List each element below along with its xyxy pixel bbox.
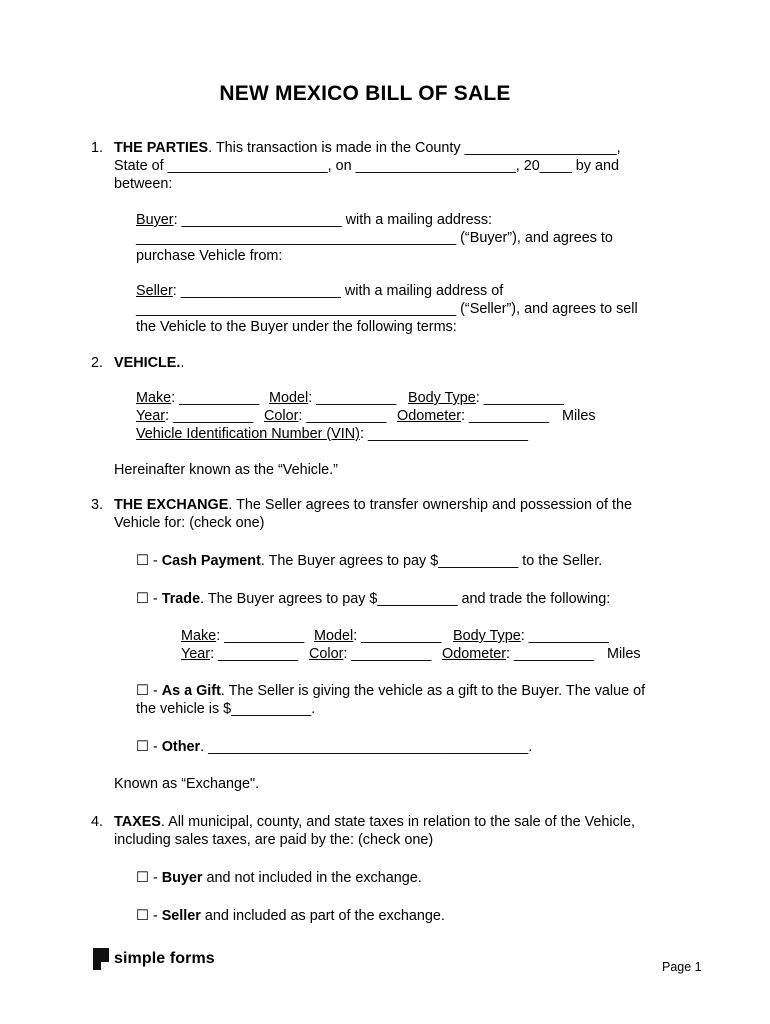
tax-buyer-label: Buyer <box>161 870 203 886</box>
option-cash-payment <box>136 552 602 570</box>
trade-body-type <box>453 627 609 645</box>
trade-miles: Miles <box>607 646 641 662</box>
document-logo-icon <box>93 948 109 970</box>
gift-text: . The Seller is giving the vehicle as a gift to the Buyer. The value of <box>220 683 646 699</box>
section-1-line-3: between: <box>114 176 173 192</box>
checkbox-icon[interactable]: ☐ - <box>136 591 162 607</box>
tax-buyer-text: and not included in the exchange. <box>202 870 422 886</box>
trade-odometer-label: Odometer <box>442 646 506 662</box>
seller-line-2: ________________________________________ (“Seller”), and agrees to sell <box>136 301 638 317</box>
trade-year-label: Year <box>181 646 211 662</box>
section-4-text: . All municipal, county, and state taxes in relation to the sale of the Vehicle, <box>160 814 636 830</box>
vehicle-year <box>136 407 253 425</box>
vehicle-color <box>264 407 386 425</box>
cash-label: Cash Payment <box>161 553 261 569</box>
document-title: NEW MEXICO BILL OF SALE <box>219 82 511 105</box>
trade-body-type-label: Body Type <box>453 628 521 644</box>
option-trade <box>136 590 610 608</box>
buyer-label: Buyer <box>136 212 174 228</box>
vehicle-model <box>269 389 396 407</box>
trade-color-label: Color <box>309 646 344 662</box>
exchange-known-as: Known as “Exchange". <box>114 776 260 792</box>
section-1-number: 1. <box>91 140 104 156</box>
other-label: Other <box>161 739 201 755</box>
vehicle-miles: Miles <box>562 408 596 424</box>
vin-label: Vehicle Identification Number (VIN) <box>136 426 360 442</box>
vehicle-vin <box>136 425 528 443</box>
tax-seller-text: and included as part of the exchange. <box>200 908 445 924</box>
year-blank: : __________ <box>165 408 254 424</box>
page-number: Page 1 <box>662 960 702 974</box>
section-2-number: 2. <box>91 355 104 371</box>
logo-text: simple forms <box>114 950 215 967</box>
option-tax-seller <box>136 907 445 925</box>
trade-make <box>181 627 304 645</box>
checkbox-icon[interactable]: ☐ - <box>136 553 162 569</box>
body-type-blank: : __________ <box>475 390 564 406</box>
section-3-number: 3. <box>91 497 104 513</box>
section-1-line-1 <box>114 139 621 157</box>
section-3-line-1 <box>114 496 632 514</box>
other-text: . ________________________________________. <box>200 739 533 755</box>
section-2-heading-line <box>114 354 184 372</box>
odometer-label: Odometer <box>397 408 461 424</box>
tax-seller-label: Seller <box>161 908 201 924</box>
trade-year <box>181 645 298 663</box>
model-blank: : __________ <box>308 390 397 406</box>
option-gift <box>136 682 645 700</box>
trade-odometer <box>442 645 594 663</box>
section-4-line-2: including sales taxes, are paid by the: (check one) <box>114 832 434 848</box>
trade-color <box>309 645 431 663</box>
checkbox-icon[interactable]: ☐ - <box>136 908 162 924</box>
buyer-line-3: purchase Vehicle from: <box>136 248 283 264</box>
buyer-line-1 <box>136 211 492 229</box>
section-4-line-1 <box>114 813 635 831</box>
trade-label: Trade <box>161 591 201 607</box>
trade-text: . The Buyer agrees to pay $__________ and trade the following: <box>200 591 611 607</box>
seller-line-1 <box>136 282 503 300</box>
section-4-heading: TAXES <box>114 814 161 830</box>
odometer-blank: : __________ <box>461 408 550 424</box>
trade-body-type-blank: : __________ <box>520 628 609 644</box>
checkbox-icon[interactable]: ☐ - <box>136 739 162 755</box>
trade-model <box>314 627 441 645</box>
vehicle-body-type <box>408 389 564 407</box>
section-1-line-2: State of ____________________, on ____________________, 20____ by and <box>114 158 619 174</box>
trade-model-label: Model <box>314 628 354 644</box>
buyer-text: : ____________________ with a mailing address: <box>173 212 493 228</box>
seller-line-3: the Vehicle to the Buyer under the following terms: <box>136 319 457 335</box>
trade-color-blank: : __________ <box>343 646 432 662</box>
simple-forms-logo <box>93 948 215 970</box>
vin-blank: : ____________________ <box>359 426 529 442</box>
vehicle-known-as: Hereinafter known as the “Vehicle.” <box>114 462 338 478</box>
section-3-heading: THE EXCHANGE <box>114 497 229 513</box>
body-type-label: Body Type <box>408 390 476 406</box>
trade-year-blank: : __________ <box>210 646 299 662</box>
section-1-heading: THE PARTIES <box>114 140 209 156</box>
vehicle-make <box>136 389 259 407</box>
checkbox-icon[interactable]: ☐ - <box>136 683 162 699</box>
seller-text: : ____________________ with a mailing address of <box>172 283 504 299</box>
section-3-text: . The Seller agrees to transfer ownership and possession of the <box>228 497 633 513</box>
trade-make-blank: : __________ <box>216 628 305 644</box>
make-label: Make <box>136 390 172 406</box>
color-blank: : __________ <box>298 408 387 424</box>
model-label: Model <box>269 390 309 406</box>
trade-odometer-blank: : __________ <box>506 646 595 662</box>
color-label: Color <box>264 408 299 424</box>
section-2-heading-tail: . <box>180 355 185 371</box>
make-blank: : __________ <box>171 390 260 406</box>
gift-line-2: the vehicle is $__________. <box>136 701 316 717</box>
option-tax-buyer <box>136 869 422 887</box>
gift-label: As a Gift <box>161 683 221 699</box>
buyer-line-2: ________________________________________ (“Buyer”), and agrees to <box>136 230 613 246</box>
trade-make-label: Make <box>181 628 217 644</box>
seller-label: Seller <box>136 283 173 299</box>
section-1-text: . This transaction is made in the County ___________________, <box>208 140 621 156</box>
vehicle-odometer <box>397 407 549 425</box>
option-other <box>136 738 532 756</box>
year-label: Year <box>136 408 166 424</box>
cash-text: . The Buyer agrees to pay $__________ to the Seller. <box>260 553 603 569</box>
section-2-heading: VEHICLE. <box>114 355 181 371</box>
checkbox-icon[interactable]: ☐ - <box>136 870 162 886</box>
section-3-line-2: Vehicle for: (check one) <box>114 515 265 531</box>
section-4-number: 4. <box>91 814 104 830</box>
trade-model-blank: : __________ <box>353 628 442 644</box>
